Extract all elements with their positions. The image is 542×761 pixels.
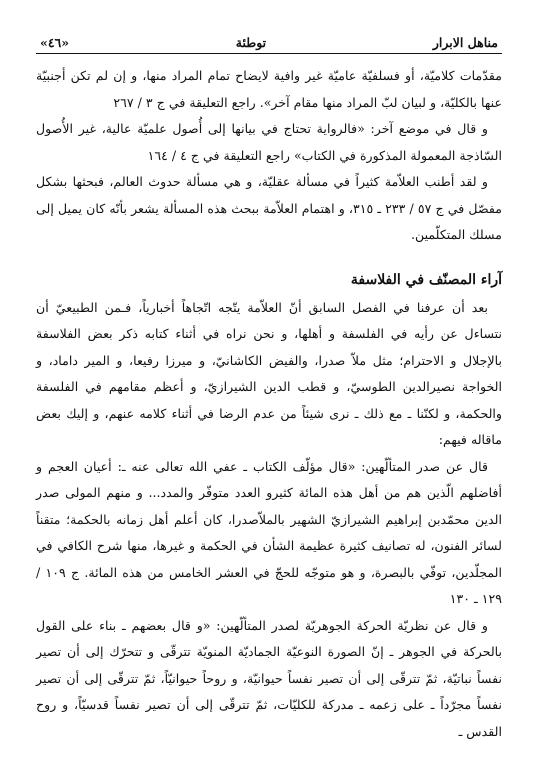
intro-block <box>36 63 502 249</box>
running-header <box>36 30 502 54</box>
section-heading: آراء المصنّف في الفلاسفة <box>350 271 502 288</box>
book-title: مناهل الابرار <box>432 35 498 50</box>
page-number: «٤٦» <box>40 35 70 50</box>
section-paragraph-2: قال عن صدر المتألّهين: «قال مؤلّف الكتاب ـ عفي الله تعالى عنه ـ: أعيان العجم و أفاضلهم الّذين هم من أهل هذه المائة كثيرو العدد متوفّر والمدد... و منهم المولى صدر الدين محمّدبن إبراهيم الشيرازيّ الشهير بالملاّصدرا، كان أعلم أهل زمانه بالحكمة؛ متقناً لسائر الفنون، له تصانيف كثيرة عظيمة الشأن في الحكمة و غيرها، منها شرح الكافي في المجلّدين، توفّي بالبصرة، و هو متوجّه للحجّ في العشر الخامس من هذه المائة. ج ١٠٩ / ١٢٩ ـ ١٣٠ <box>36 458 503 606</box>
intro-paragraph-2: و قال في موضع آخر: «فالرواية تحتاج في بيانها إلى أُصول علميّة عالية، غير الأُصول السّاذجة المعمولة المذكورة في الكتاب» راجع التعليقة في ج ٤ / ١٦٤ <box>36 121 502 163</box>
intro-paragraph-1: مقدّمات كلاميّة، أو فسلفيّة عاميّة غير وافية لايضاح تمام المراد منها، و إن لم تكن أجنبيّة عنها بالكليّة، و لبيان لبّ المراد منها مقام آخر». راجع التعليقة في ج ٣ / ٢٦٧ <box>36 68 502 110</box>
intro-paragraph-3: و لقد أطنب العلاّمة كثيراً في مسألة عقليّة، و هي مسألة حدوث العالم، فبحثها بشكل مفصّل في ج ٥٧ / ٢٣٣ ـ ٣١٥، و اهتمام العلاّمة ببحث هذه المسألة يشعر بأنّه كان يميل إلى مسلك المتكلّمين. <box>36 174 502 242</box>
section-paragraph-3: و قال عن نظريّة الحركة الجوهريّة لصدر المتألّهين: «و قال بعضهم ـ بناء على القول بالحركة في الجوهر ـ إنّ الصورة النوعيّة الجماديّة المنويّة تترقّى و تتحرّك إلى أن تصير نفساً نباتيّة، ثمّ تترقّى إلى أن تصير نفساً حيوانيّة، و روحاً حيوانيّاً، ثمّ تترقّى إلى أن تصير نفساً مجرّداً ـ على زعمه ـ مدركة للكليّات، ثمّ تترقّى إلى أن تصير نفساً قدسيّاً، و روح القدس ـ <box>36 617 502 739</box>
section-body <box>36 295 502 746</box>
section-paragraph-1: بعد أن عرفنا في الفصل السابق أنّ العلاّمة يتّجه اتّجاهاً أخبارياً، فـمن الطبيعيّ أن نتساءل عن رأيه في الفلسفة و أهلها، و نحن نراه في أثناء كتابه ذكر بعض الفلاسفة بالإجلال و الاحترام؛ مثل ملاّ صدرا، والفيض الكاشانيّ، و ميرزا رفيعا، و المير داماد، و الخواجة نصيرالدين الطوسيّ، و قطب الدين الشيرازيّ، و أعظم مقامهم في الفلسفة والحكمة، و لكنّنا ـ مع ذلك ـ نرى شيئاً من عدم الرضا في أثناء كلامه عنهم، و إليك بعض ماقاله فيهم: <box>36 299 502 447</box>
section-title: توطئة <box>235 35 267 50</box>
